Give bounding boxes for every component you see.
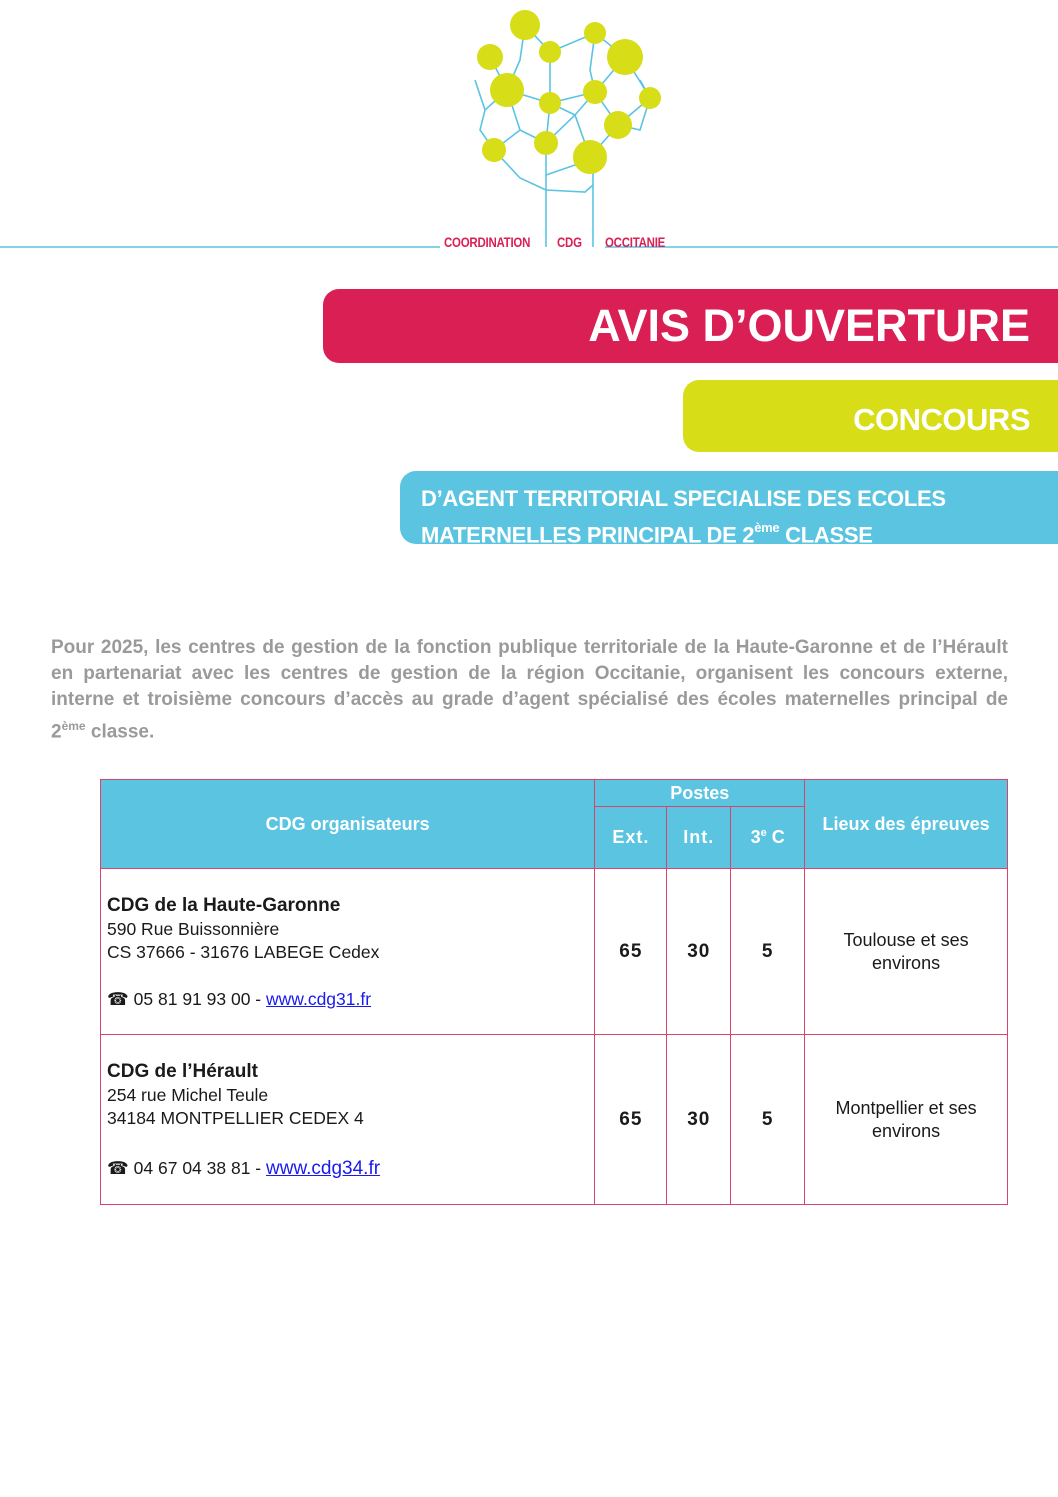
table-row bbox=[101, 869, 1008, 1035]
org-name: CDG de la Haute-Garonne bbox=[107, 895, 341, 916]
phone-icon: ☎ bbox=[107, 988, 129, 1009]
org-address-2: CS 37666 - 31676 LABEGE Cedex bbox=[107, 942, 380, 962]
header-lieux: Lieux des épreuves bbox=[805, 780, 1008, 869]
title-banner: AVIS D’OUVERTURE bbox=[323, 289, 1058, 363]
cell-3e: 5 bbox=[731, 1035, 805, 1205]
header-3e-concours: 3e C bbox=[731, 807, 805, 869]
postes-table bbox=[100, 779, 1008, 1205]
logo-tree-graphic bbox=[0, 0, 1058, 260]
phone-icon: ☎ bbox=[107, 1157, 129, 1178]
grade-line-1: D’AGENT TERRITORIAL SPECIALISE DES ECOLES bbox=[421, 486, 946, 511]
logo-text-occitanie: OCCITANIE bbox=[605, 234, 666, 250]
header-cdg-organisateurs: CDG organisateurs bbox=[101, 780, 595, 869]
cell-int: 30 bbox=[667, 1035, 731, 1205]
grade-line-2: MATERNELLES PRINCIPAL DE 2ème CLASSE bbox=[421, 520, 873, 548]
logo-text-coordination: COORDINATION bbox=[444, 234, 531, 250]
intro-paragraph: Pour 2025, les centres de gestion de la fonction publique territoriale de la Haute-Garonne et de l’Hérault en partenariat avec les centres de gestion de la région Occitanie, organisent les concours externe, interne et troisième concours d’accès au grade d’agent spécialisé des écoles maternelles principal de 2ème classe. bbox=[51, 637, 1008, 743]
concours-banner: CONCOURS bbox=[683, 380, 1058, 452]
org-cell bbox=[101, 1035, 595, 1205]
org-phone: 05 81 91 93 00 - bbox=[128, 988, 267, 1009]
org-contact bbox=[107, 988, 594, 1012]
header-int: Int. bbox=[667, 807, 731, 869]
cell-lieu: Toulouse et ses environs bbox=[805, 869, 1008, 1035]
website-link[interactable]: www.cdg34.fr bbox=[266, 1157, 381, 1179]
logo-text-cdg: CDG bbox=[557, 234, 582, 250]
org-cell bbox=[101, 869, 595, 1035]
cell-int: 30 bbox=[667, 869, 731, 1035]
org-address-1: 254 rue Michel Teule bbox=[107, 1084, 269, 1105]
org-contact bbox=[107, 1157, 594, 1181]
cell-ext: 65 bbox=[595, 869, 667, 1035]
cdg-occitanie-logo bbox=[0, 0, 1058, 260]
org-name: CDG de l’Hérault bbox=[107, 1061, 258, 1082]
table-row bbox=[101, 1035, 1008, 1205]
cell-lieu: Montpellier et ses environs bbox=[805, 1035, 1008, 1205]
website-link[interactable]: www.cdg31.fr bbox=[266, 988, 372, 1009]
header-ext: Ext. bbox=[595, 807, 667, 869]
cell-ext: 65 bbox=[595, 1035, 667, 1205]
org-address-1: 590 Rue Buissonnière bbox=[107, 918, 280, 939]
header-postes: Postes bbox=[595, 780, 805, 807]
cell-3e: 5 bbox=[731, 869, 805, 1035]
grade-banner bbox=[400, 471, 1058, 548]
org-phone: 04 67 04 38 81 - bbox=[128, 1157, 267, 1178]
org-address-2: 34184 MONTPELLIER CEDEX 4 bbox=[107, 1108, 364, 1128]
